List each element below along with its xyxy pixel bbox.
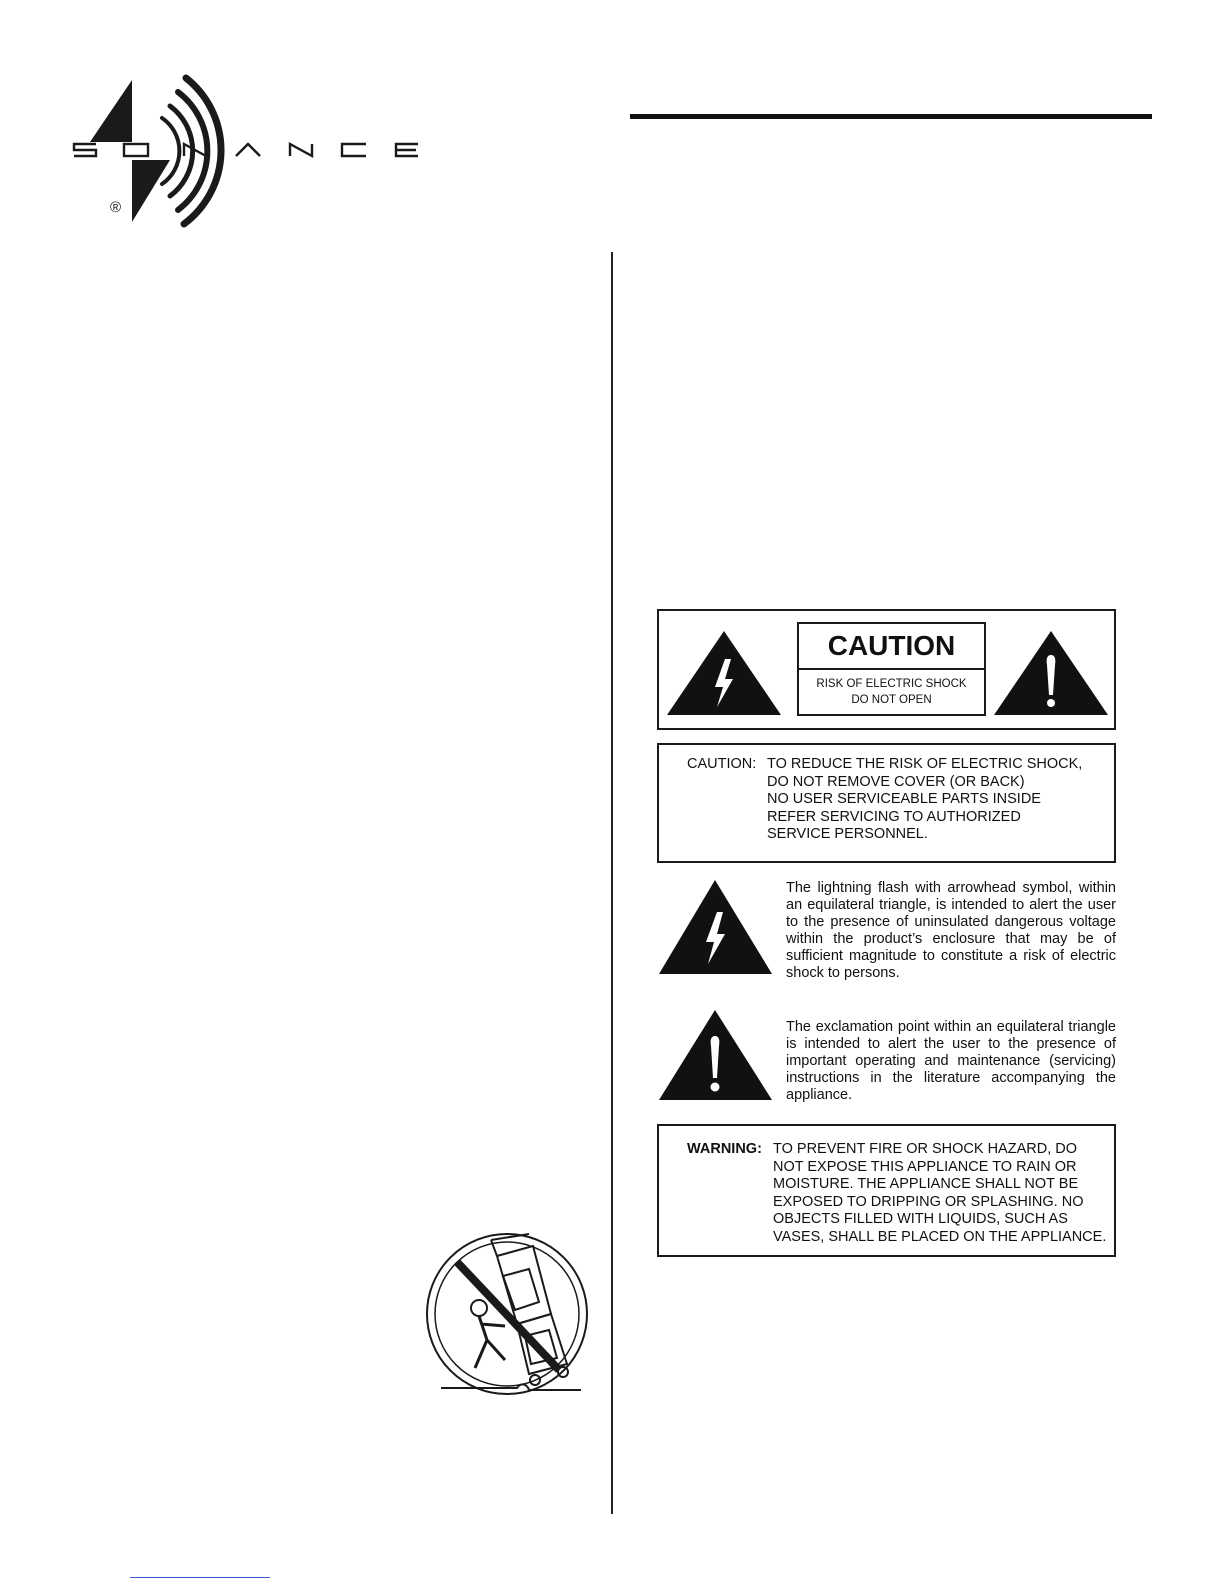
caution-notice-label: CAUTION:	[687, 756, 757, 772]
logo-wordmark	[74, 144, 418, 156]
warning-notice-line: VASES, SHALL BE PLACED ON THE APPLIANCE.	[773, 1228, 1107, 1245]
caution-notice-line: REFER SERVICING TO AUTHORIZED	[767, 808, 1021, 825]
cart-tip-over-icon	[421, 1232, 597, 1400]
caution-title: CAUTION	[799, 624, 984, 670]
warning-notice-label: WARNING:	[687, 1141, 762, 1157]
caution-label-box	[657, 609, 1116, 730]
caution-subtitle-2: DO NOT OPEN	[851, 694, 932, 706]
header-rule	[630, 114, 1152, 119]
registered-mark: ®	[110, 199, 122, 216]
warning-notice-line: NOT EXPOSE THIS APPLIANCE TO RAIN OR	[773, 1158, 1077, 1175]
footer-link-underline	[130, 1577, 270, 1578]
exclamation-triangle-icon	[992, 629, 1110, 717]
exclamation-triangle-icon	[657, 1008, 774, 1102]
lightning-triangle-icon	[657, 878, 774, 976]
lightning-symbol-description: The lightning flash with arrowhead symbol, within an equilateral triangle, is intended to alert the user to the presence of uninsulated dangerous voltage within the product’s enclosure that may be of sufficient magnitude to constitute a risk of electric shock to persons.	[786, 880, 1116, 981]
exclamation-symbol-description: The exclamation point within an equilateral triangle is intended to alert the user to the presence of important operating and maintenance (servicing) instructions in the literature accompanying the appliance.	[786, 1019, 1116, 1103]
lightning-triangle-icon	[665, 629, 783, 717]
caution-notice-line: DO NOT REMOVE COVER (OR BACK)	[767, 773, 1025, 790]
caution-notice-box	[657, 743, 1116, 863]
caution-notice-line: NO USER SERVICEABLE PARTS INSIDE	[767, 791, 1041, 807]
caution-notice-line: SERVICE PERSONNEL.	[767, 826, 928, 842]
sonance-logo	[66, 72, 426, 230]
caution-label-center	[797, 622, 986, 716]
warning-notice-line: MOISTURE. THE APPLIANCE SHALL NOT BE	[773, 1176, 1079, 1192]
warning-notice-box	[657, 1124, 1116, 1257]
column-divider	[611, 252, 613, 1514]
warning-notice-line: OBJECTS FILLED WITH LIQUIDS, SUCH AS	[773, 1211, 1068, 1227]
warning-notice-line: TO PREVENT FIRE OR SHOCK HAZARD, DO	[773, 1141, 1078, 1157]
caution-notice-line: TO REDUCE THE RISK OF ELECTRIC SHOCK,	[767, 756, 1083, 772]
caution-subtitle-1: RISK OF ELECTRIC SHOCK	[816, 678, 967, 690]
warning-notice-line: EXPOSED TO DRIPPING OR SPLASHING. NO	[773, 1193, 1084, 1210]
